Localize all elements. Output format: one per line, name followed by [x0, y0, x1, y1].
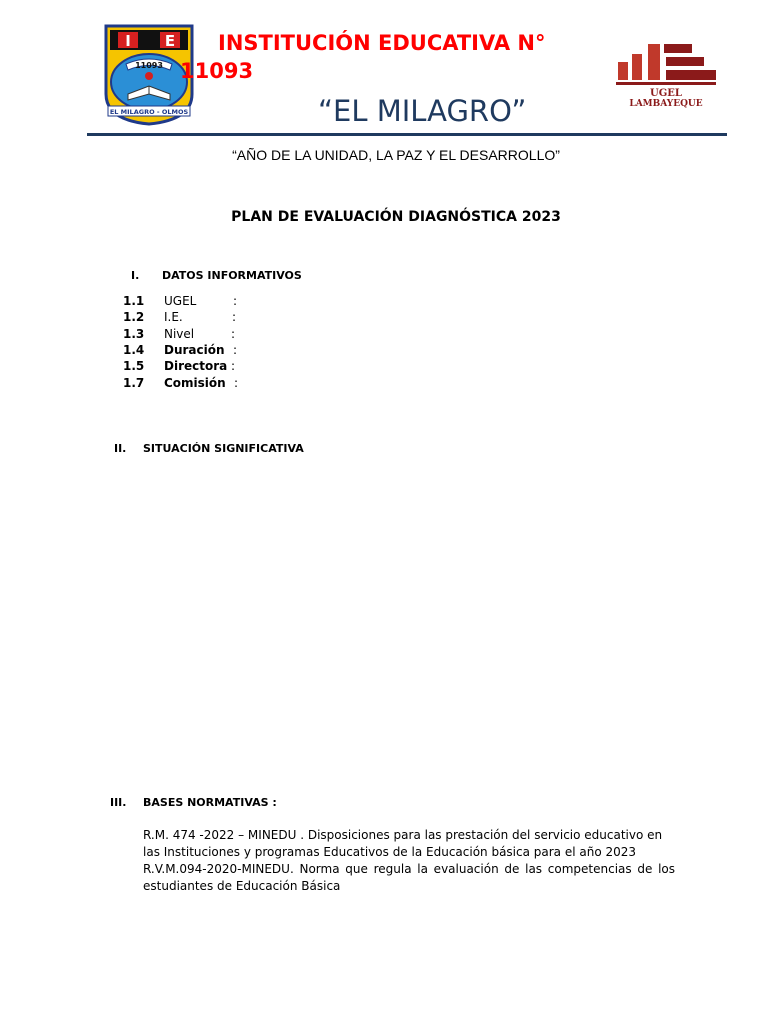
bases-normativas-body	[143, 827, 675, 895]
bases-paragraph-rvm: R.V.M.094-2020-MINEDU. Norma que regula la evaluación de las competencias de los estudiantes de Educación Básica	[143, 862, 675, 893]
datos-item-label: UGEL	[164, 294, 197, 308]
datos-item-colon: :	[233, 294, 238, 308]
datos-item-number: 1.1	[123, 294, 145, 308]
datos-item-colon: :	[232, 310, 237, 324]
section-datos-title: DATOS INFORMATIVOS	[162, 269, 302, 282]
section-situacion-title: SITUACIÓN SIGNIFICATIVA	[143, 442, 304, 455]
datos-item-number: 1.5	[123, 359, 145, 373]
section-datos-heading	[0, 269, 768, 285]
datos-item-colon: :	[231, 359, 236, 373]
section-bases-heading	[0, 796, 768, 812]
section-bases-title: BASES NORMATIVAS :	[143, 796, 277, 809]
datos-item-number: 1.4	[123, 343, 145, 357]
datos-item-number: 1.3	[123, 327, 145, 341]
crest-ribbon-text: EL MILAGRO - OLMOS	[109, 108, 189, 116]
institution-name: “EL MILAGRO”	[318, 96, 527, 124]
datos-item-label: Comisión	[164, 376, 226, 390]
datos-item-label: Duración	[164, 343, 225, 357]
section-situacion-number: II.	[114, 442, 127, 455]
datos-item-colon: :	[233, 343, 238, 357]
datos-item-label: Directora	[164, 359, 228, 373]
datos-item-number: 1.7	[123, 376, 145, 390]
crest-number: 11093	[135, 61, 163, 70]
crest-letter-e: E	[164, 32, 176, 50]
institution-heading-line2: 11093	[180, 59, 254, 83]
header-divider	[87, 133, 727, 136]
ugel-logo-line1: UGEL	[650, 88, 682, 99]
bases-paragraph-rm: R.M. 474 -2022 – MINEDU . Disposiciones para las prestación del servicio educativo en las Instituciones y programas Educativos de la Educación básica para el año 2023	[143, 828, 663, 859]
datos-item-colon: :	[234, 376, 239, 390]
crest-letter-i: I	[125, 32, 131, 50]
document-title: PLAN DE EVALUACIÓN DIAGNÓSTICA 2023	[231, 209, 561, 225]
datos-item-colon: :	[231, 327, 236, 341]
datos-item-label: I.E.	[164, 310, 183, 324]
year-motto: “AÑO DE LA UNIDAD, LA PAZ Y EL DESARROLLO”	[232, 147, 560, 163]
datos-item-number: 1.2	[123, 310, 145, 324]
ugel-logo-line2: LAMBAYEQUE	[629, 99, 703, 109]
datos-item-label: Nivel	[164, 327, 195, 341]
section-datos-number: I.	[131, 269, 140, 282]
institution-heading-line1: INSTITUCIÓN EDUCATIVA N°	[218, 31, 546, 55]
ugel-logo	[614, 40, 720, 110]
section-bases-number: III.	[110, 796, 127, 809]
section-situacion-heading	[0, 442, 768, 458]
